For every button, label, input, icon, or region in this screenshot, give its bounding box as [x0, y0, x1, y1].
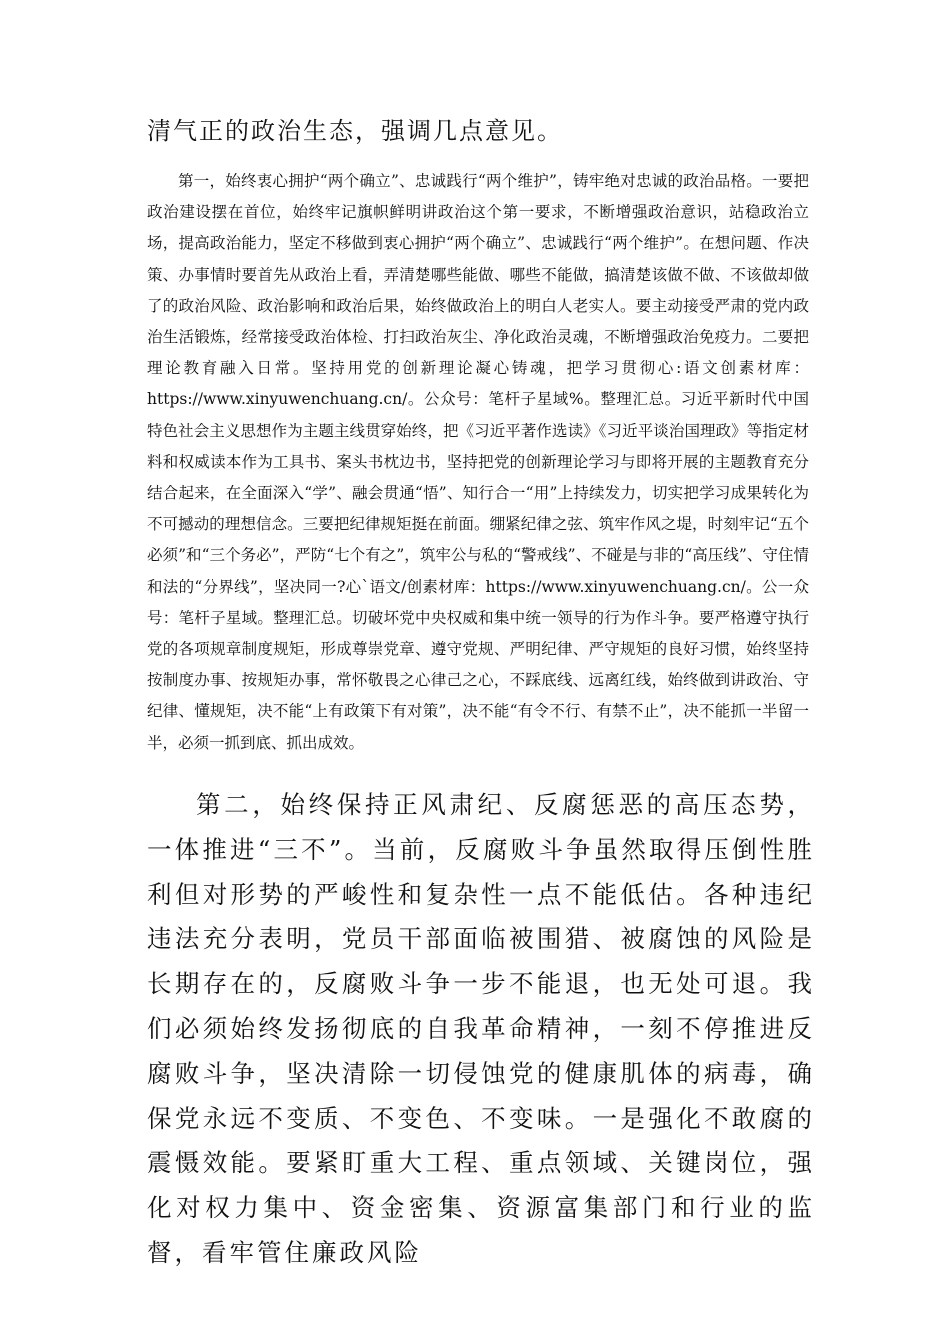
lead-line: 清气正的政治生态，强调几点意见。	[147, 117, 563, 145]
paragraph-second: 第二，始终保持正风肃纪、反腐惩恶的高压态势，一体推进“三不”。当前，反腐败斗争虽然取得压倒性胜利但对形势的严峻性和复杂性一点不能低估。各种违纪违法充分表明，党员干部面临被围猎、被腐蚀的风险是长期存在的，反腐败斗争一步不能退，也无处可退。我们必须始终发扬彻底的自我革命精神，一刻不停推进反腐败斗争，坚决清除一切侵蚀党的健康肌体的病毒，确保党永远不变质、不变色、不变味。一是强化不敢腐的震慑效能。要紧盯重大工程、重点领域、关键岗位，强化对权力集中、资金密集、资源富集部门和行业的监督，看牢管住廉政风险	[147, 790, 815, 1267]
paragraph-first: 第一，始终衷心拥护“两个确立”、忠诚践行“两个维护”，铸牢绝对忠诚的政治品格。一要把政治建设摆在首位，始终牢记旗帜鲜明讲政治这个第一要求，不断增强政治意识，站稳政治立场，提高政治能力，坚定不移做到衷心拥护“两个确立”、忠诚践行“两个维护”。在想问题、作决策、办事情时要首先从政治上看，弄清楚哪些能做、哪些不能做，搞清楚该做不做、不该做却做了的政治风险、政治影响和政治后果，始终做政治上的明白人老实人。要主动接受严肃的党内政治生活锻炼，经常接受政治体检、打扫政治灰尘、净化政治灵魂，不断增强政治免疫力。二要把理论教育融入日常。坚持用党的创新理论凝心铸魂，把学习贯彻心:语文创素材库：https://www.xinyuwenchuang.cn/。公众号：笔杆子星域%。整理汇总。习近平新时代中国特色社会主义思想作为主题主线贯穿始终，把《习近平著作选读》《习近平谈治国理政》等指定材料和权威读本作为工具书、案头书枕边书，坚持把党的创新理论学习与即将开展的主题教育充分结合起来，在全面深入“学”、融会贯通“悟”、知行合一“用”上持续发力，切实把学习成果转化为不可撼动的理想信念。三要把纪律规矩挺在前面。绷紧纪律之弦、筑牢作风之堤，时刻牢记“五个必须”和“三个务必”，严防“七个有之”，筑牢公与私的“警戒线”、不碰是与非的“高压线”、守住情和法的“分界线”，坚决同一?心`语文/创素材库：https://www.xinyuwenchuang.cn/。公一众号：笔杆子星域。整理汇总。切破坏党中央权威和集中统一领导的行为作斗争。要严格遵守执行党的各项规章制度规矩，形成尊崇党章、遵守党规、严明纪律、严守规矩的良好习惯，始终坚持按制度办事、按规矩办事，常怀敬畏之心律己之心，不踩底线、远离红线，始终做到讲政治、守纪律、懂规矩，决不能“上有政策下有对策”，决不能“有令不行、有禁不止”，决不能抓一半留一半，必须一抓到底、抓出成效。	[147, 172, 809, 752]
